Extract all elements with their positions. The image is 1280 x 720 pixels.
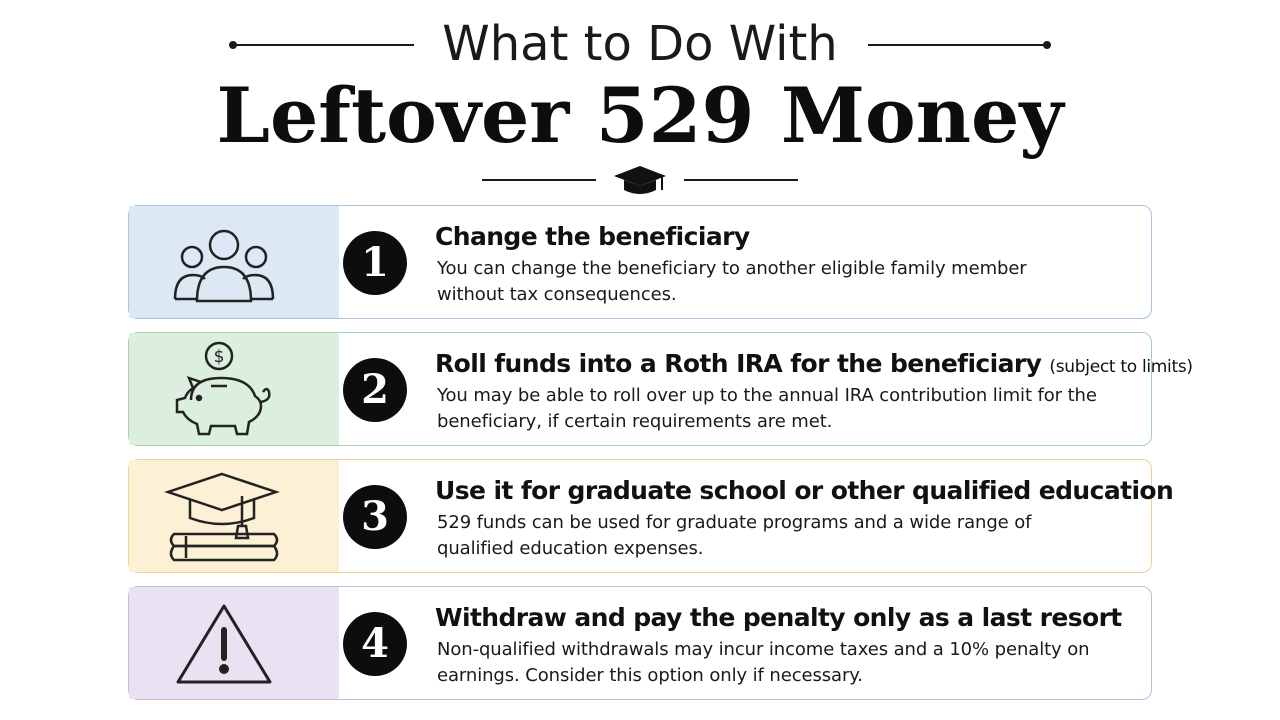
option-description: Non-qualified withdrawals may incur income taxes and a 10% penalty on earnings. Consider this option only if necessary. (437, 639, 1090, 686)
piggy-bank-icon (159, 345, 289, 435)
step-number: 3 (343, 485, 407, 549)
step-number: 1 (343, 231, 407, 295)
svg-text:$: $ (213, 347, 225, 367)
option-card-4 (128, 586, 1152, 700)
option-heading: Withdraw and pay the penalty only as a last resort (435, 603, 1122, 632)
graduation-cap-icon (612, 164, 668, 198)
option-heading: Use it for graduate school or other qualified education (435, 476, 1174, 505)
option-heading: Change the beneficiary (435, 222, 750, 251)
step-number: 2 (343, 358, 407, 422)
option-description: 529 funds can be used for graduate programs and a wide range of qualified education expenses. (437, 512, 1032, 559)
option-heading: Roll funds into a Roth IRA for the beneficiary (subject to limits) (435, 349, 1193, 378)
option-card-3 (128, 459, 1174, 573)
option-card-2 (128, 332, 1193, 446)
ornament-left-rule (482, 179, 596, 181)
title-ornament (0, 160, 1280, 200)
right-rule (868, 44, 1048, 46)
graduation-cap-books-icon (159, 472, 289, 562)
option-description: You may be able to roll over up to the annual IRA contribution limit for the beneficiary, if certain requirements are met. (437, 385, 1097, 432)
heading-note: (subject to limits) (1049, 357, 1193, 377)
page-subtitle: What to Do With (442, 16, 838, 72)
option-card-1 (128, 205, 1152, 319)
ornament-right-rule (684, 179, 798, 181)
subtitle-row (0, 14, 1280, 74)
page-title: Leftover 529 Money (216, 71, 1064, 160)
header (0, 0, 1280, 200)
family-people-icon (159, 218, 289, 308)
option-description: You can change the beneficiary to another eligible family member without tax consequences. (437, 258, 1027, 305)
step-number: 4 (343, 612, 407, 676)
warning-icon (159, 599, 289, 689)
